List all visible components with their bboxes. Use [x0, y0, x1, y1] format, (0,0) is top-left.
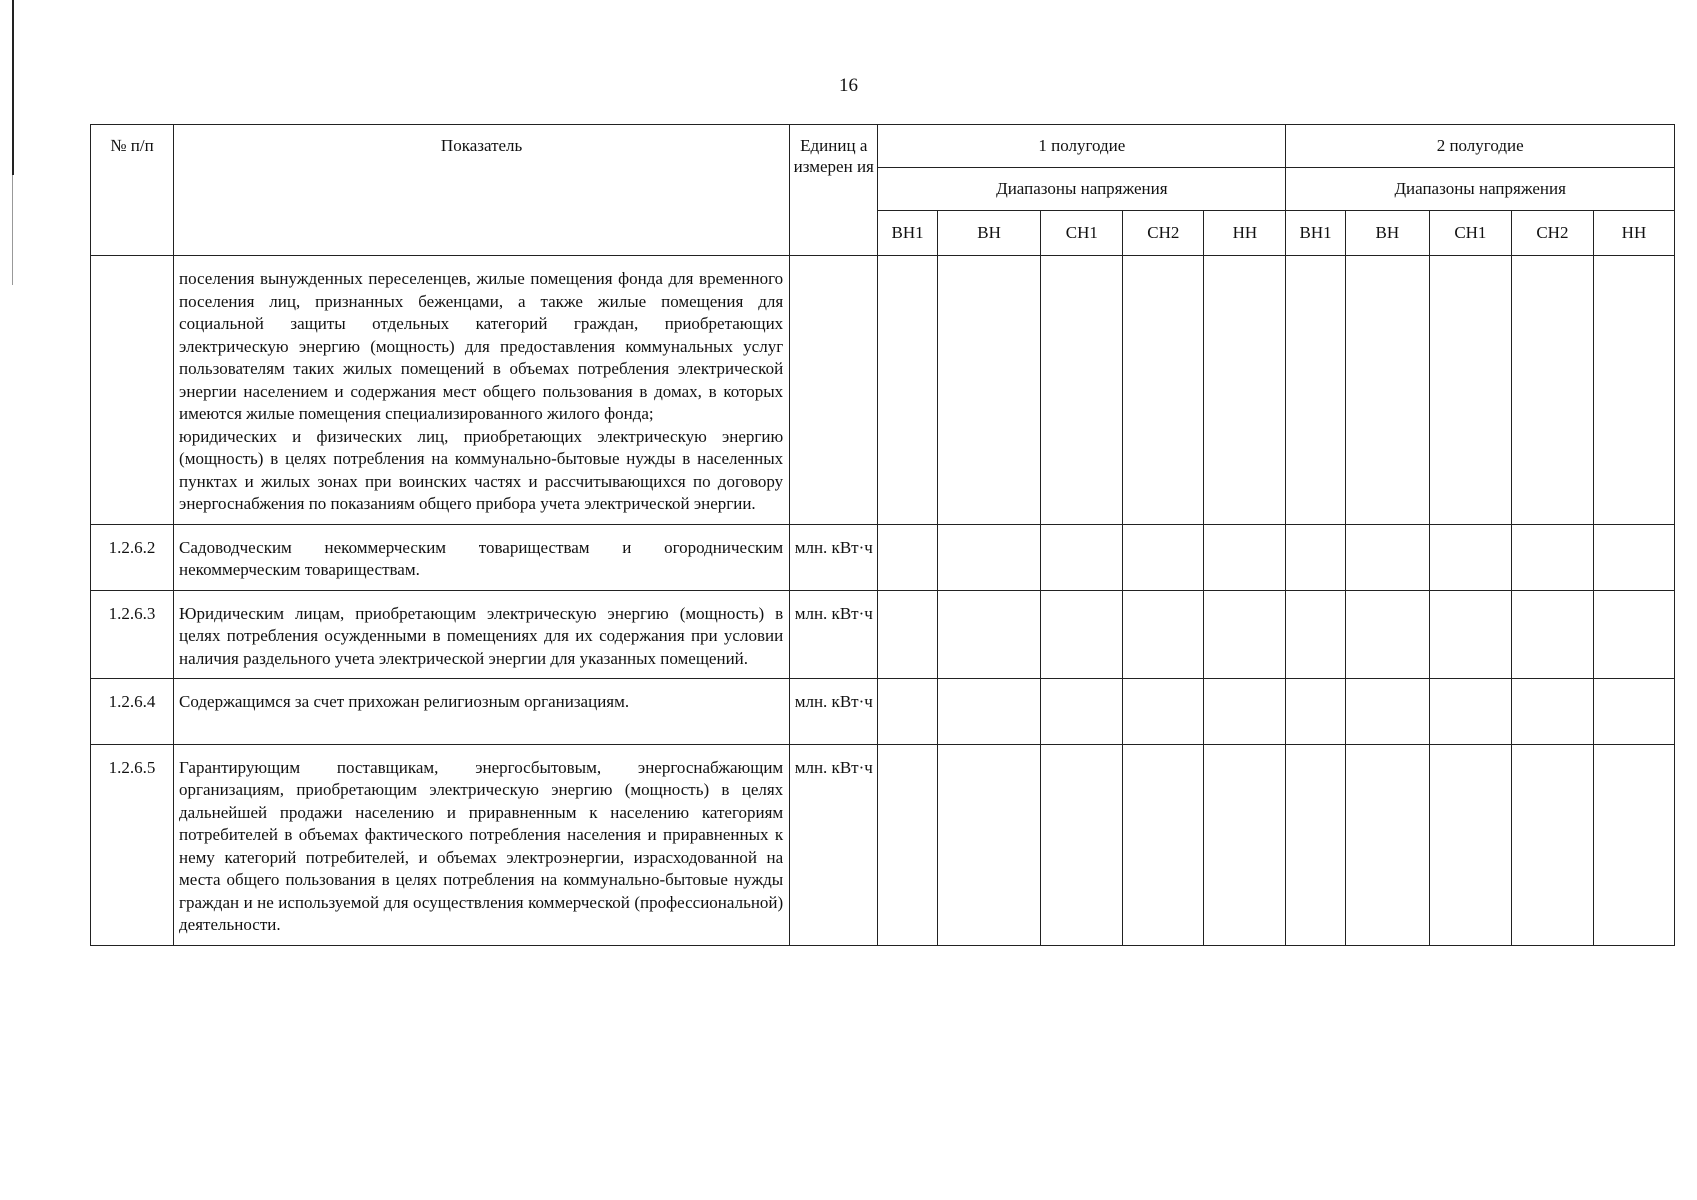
header-voltage-level: ВН1 [878, 211, 937, 256]
header-voltage-level: НН [1204, 211, 1286, 256]
indicator-table [90, 124, 1675, 946]
header-voltage-ranges-2: Диапазоны напряжения [1286, 168, 1675, 211]
value-cell [1593, 524, 1674, 590]
indicator-text: поселения вынужденных переселенцев, жилые помещения фонда для временного поселения лиц, признанных беженцами, а также жилые помещения для социальной защиты отдельных категорий граждан, приобретающих электрическую энергию (мощность) для предоставления коммунальных услуг пользователям таких жилых помещений в объемах потребления электрической энергии населением и содержания мест общего пользования в домах, в которых имеются жилые помещения специализированного жилого фонда; [179, 269, 784, 423]
value-cell [878, 590, 937, 679]
value-cell [1204, 524, 1286, 590]
header-unit: Единиц а измерен ия [790, 125, 878, 256]
row-indicator [174, 679, 790, 745]
header-voltage-level: СН1 [1041, 211, 1123, 256]
indicator-text: Садоводческим некоммерческим товариществам и огородническим некоммерческим товариществам. [179, 537, 784, 579]
header-voltage-level: ВН1 [1286, 211, 1345, 256]
value-cell [1593, 256, 1674, 525]
value-cell [1041, 744, 1123, 945]
value-cell [937, 590, 1041, 679]
value-cell [1429, 256, 1511, 525]
value-cell [878, 256, 937, 525]
value-cell [1429, 524, 1511, 590]
table-row [91, 256, 1675, 525]
value-cell [1286, 590, 1345, 679]
value-cell [878, 679, 937, 745]
value-cell [1511, 590, 1593, 679]
value-cell [1123, 590, 1204, 679]
table-row [91, 524, 1675, 590]
row-indicator [174, 524, 790, 590]
value-cell [1204, 256, 1286, 525]
header-voltage-level: СН2 [1123, 211, 1204, 256]
value-cell [1345, 679, 1429, 745]
row-indicator [174, 590, 790, 679]
header-voltage-level: НН [1593, 211, 1674, 256]
indicator-text: Юридическим лицам, приобретающим электрическую энергию (мощность) в целях потребления осужденными в помещениях для их содержания при условии наличия раздельного учета электрической энергии для указанных помещений. [179, 603, 784, 668]
value-cell [1041, 590, 1123, 679]
value-cell [1511, 679, 1593, 745]
row-unit: млн. кВт·ч [790, 524, 878, 590]
row-unit [790, 256, 878, 525]
value-cell [1204, 590, 1286, 679]
header-voltage-level: ВН [937, 211, 1041, 256]
row-indicator [174, 744, 790, 945]
header-voltage-level: СН1 [1429, 211, 1511, 256]
value-cell [1593, 679, 1674, 745]
row-unit: млн. кВт·ч [790, 679, 878, 745]
table-row [91, 590, 1675, 679]
value-cell [1123, 679, 1204, 745]
value-cell [1345, 256, 1429, 525]
header-half-2: 2 полугодие [1286, 125, 1675, 168]
value-cell [937, 524, 1041, 590]
value-cell [1511, 256, 1593, 525]
value-cell [1429, 744, 1511, 945]
header-voltage-level: ВН [1345, 211, 1429, 256]
header-voltage-level: СН2 [1511, 211, 1593, 256]
header-voltage-ranges-1: Диапазоны напряжения [878, 168, 1286, 211]
indicator-text: Гарантирующим поставщикам, энергосбытовым, энергоснабжающим организациям, приобретающим электрическую энергию (мощность) в целях дальнейшей продажи населению и приравненным к населению категориям потребителей в объемах фактического потребления населения и приравненных к нему категорий потребителей, и объемах электроэнергии, израсходованной на места общего пользования в целях потребления на коммунально-бытовые нужды граждан и не используемой для осуществления коммерческой (профессиональной) деятельности. [179, 757, 784, 934]
table-row [91, 744, 1675, 945]
value-cell [1511, 524, 1593, 590]
value-cell [1123, 524, 1204, 590]
row-number [91, 256, 174, 525]
value-cell [1345, 590, 1429, 679]
value-cell [1345, 524, 1429, 590]
indicator-text: юридических и физических лиц, приобретающих электрическую энергию (мощность) в целях потребления на коммунально-бытовые нужды в населенных пунктах и жилых зонах при воинских частях и рассчитывающихся по договору энергоснабжения по показаниям общего прибора учета электрической энергии. [179, 426, 784, 513]
scan-edge-line-faint [12, 175, 13, 285]
value-cell [937, 256, 1041, 525]
value-cell [1286, 256, 1345, 525]
row-number: 1.2.6.3 [91, 590, 174, 679]
value-cell [1429, 679, 1511, 745]
row-number: 1.2.6.4 [91, 679, 174, 745]
value-cell [1204, 744, 1286, 945]
value-cell [1286, 524, 1345, 590]
value-cell [1204, 679, 1286, 745]
value-cell [1123, 744, 1204, 945]
row-unit: млн. кВт·ч [790, 590, 878, 679]
value-cell [878, 524, 937, 590]
value-cell [1041, 679, 1123, 745]
header-number: № п/п [91, 125, 174, 256]
value-cell [1041, 524, 1123, 590]
value-cell [1286, 744, 1345, 945]
value-cell [1511, 744, 1593, 945]
value-cell [1123, 256, 1204, 525]
row-number: 1.2.6.2 [91, 524, 174, 590]
header-half-1: 1 полугодие [878, 125, 1286, 168]
row-indicator [174, 256, 790, 525]
value-cell [1041, 256, 1123, 525]
row-number: 1.2.6.5 [91, 744, 174, 945]
value-cell [1429, 590, 1511, 679]
value-cell [1345, 744, 1429, 945]
value-cell [1286, 679, 1345, 745]
row-unit: млн. кВт·ч [790, 744, 878, 945]
indicator-text: Содержащимся за счет прихожан религиозным организациям. [179, 692, 630, 711]
value-cell [878, 744, 937, 945]
value-cell [1593, 744, 1674, 945]
value-cell [937, 744, 1041, 945]
value-cell [937, 679, 1041, 745]
page-number: 16 [839, 75, 858, 96]
header-indicator: Показатель [174, 125, 790, 256]
table-row [91, 679, 1675, 745]
value-cell [1593, 590, 1674, 679]
